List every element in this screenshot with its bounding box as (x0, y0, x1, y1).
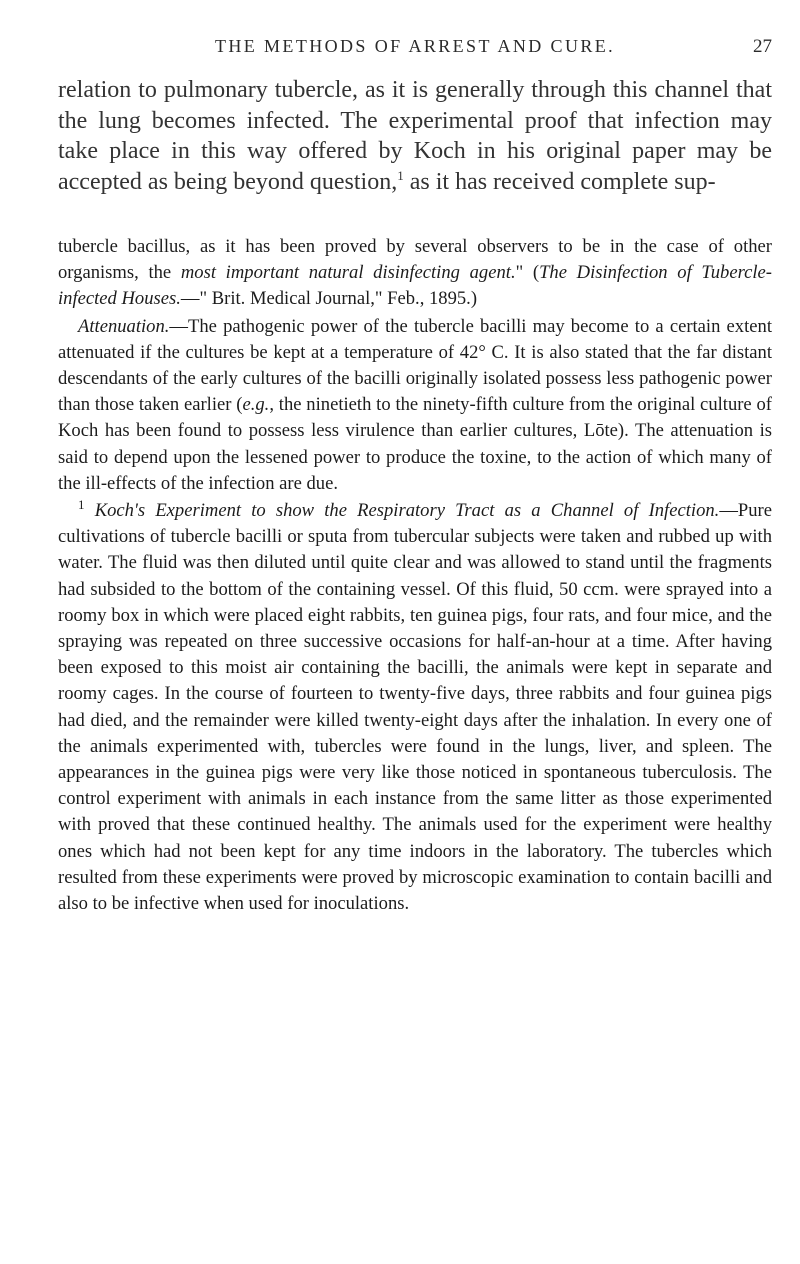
running-head (58, 36, 772, 64)
attenuation-eg: e.g. (242, 394, 270, 416)
main-text-before-ref: relation to pulmonary tubercle, as it is generally through this channel that the lung becomes infected. The experimental proof that infection may take place in this way offered by Koch in his original paper may be accepted as being beyond question, (58, 77, 772, 195)
note-continuation-text: tubercle bacillus, as it has been proved by several observers to be in the case of other organisms, the (58, 236, 772, 284)
footnote-marker: 1 (78, 496, 85, 512)
attenuation-text: —The pathogenic power of the tubercle bacilli may become to a certain extent attenuated if the cultures be kept at a temperature of 42° C. It is also stated that the far distant descendants of the early cultures of the bacilli originally isolated possess less pathogenic power than those taken earlier ( (58, 315, 772, 416)
book-page (58, 0, 772, 1264)
main-text-after-ref: as it has received complete sup- (403, 168, 716, 195)
footnote (58, 498, 772, 917)
attenuation-note (58, 314, 772, 497)
footnote-heading: Koch's Experiment to show the Respiratory Tract as a Channel of Infection. (94, 500, 720, 522)
footnote-text: —Pure cultivations of tubercle bacilli or sputa from tubercular subjects were taken and rubbed up with water. The fluid was then diluted until quite clear and was allowed to stand until the fragments had subsided to the bottom of the containing vessel. Of this fluid, 50 ccm. were sprayed into a roomy box in which were placed eight rabbits, ten guinea pigs, four rats, and four mice, and the spraying was repeated on three successive occasions for half-an-hour at a time. After having been exposed to this moist air containing the bacilli, the animals were kept in separate and roomy cages. In the course of fourteen to twenty-five days, three rabbits and four guinea pigs had died, and the remainder were killed twenty-eight days after the inhalation. In every one of the animals experimented with, tubercles were found in the lungs, liver, and spleen. The appearances in the guinea pigs were very like those noticed in spontaneous tuberculosis. The control experiment with animals in each instance from the same litter as those experimented with proved that these continued healthy. The animals used for the experiment were healthy ones which had not been kept for any time indoors in the laboratory. The tubercles which resulted from these experiments were proved by microscopic examination to contain bacilli and also to be infective when used for inoculations. (58, 500, 772, 915)
attenuation-heading: Attenuation. (78, 315, 170, 337)
note-continuation (58, 234, 772, 313)
main-paragraph (58, 75, 772, 197)
page-number: 27 (753, 36, 772, 57)
footnote-reference: 1 (397, 167, 404, 183)
note-continuation-article-title: The Disinfection of Tubercle-infected Houses. (58, 262, 772, 310)
note-continuation-emphasis: most important natural disinfecting agent. (180, 262, 516, 284)
note-continuation-citation: —" Brit. Medical Journal," Feb., 1895.) (180, 288, 478, 310)
running-head-title: THE METHODS OF ARREST AND CURE. (214, 36, 616, 56)
attenuation-text-end: , the ninetieth to the ninety-fifth culture from the original culture of Koch has been found to possess less virulence than earlier cultures, Lōte). The attenuation is said to depend upon the lessened power to produce the toxine, to the action of which many of the ill-effects of the infection are due. (58, 394, 772, 494)
notes-section (58, 234, 772, 917)
note-continuation-punct: " ( (515, 262, 540, 284)
